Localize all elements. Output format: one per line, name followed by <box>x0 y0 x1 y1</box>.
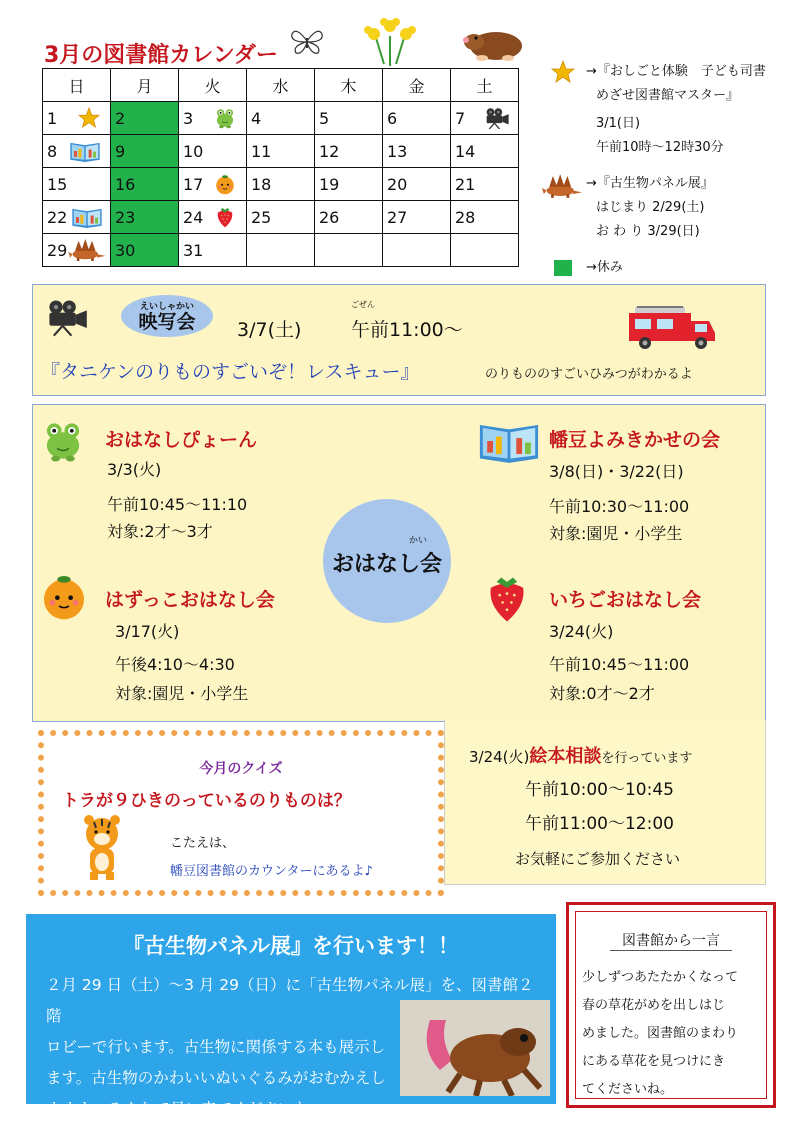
quiz-heading: 今月のクイズ <box>199 761 283 777</box>
day-number: 18 <box>251 174 272 194</box>
ehon-date: 3/24(火) <box>469 748 530 766</box>
eishakai-section <box>32 284 766 396</box>
weekday-sun: 日 <box>43 69 111 102</box>
ichigo-title: いちごおはなし会 <box>549 589 702 611</box>
day-number: 11 <box>251 141 272 161</box>
day-cell <box>179 234 247 267</box>
legend-closed-label: →休み <box>586 260 623 275</box>
frog-icon <box>41 419 85 463</box>
day-cell-closed <box>111 168 179 201</box>
day-cell <box>43 168 111 201</box>
day-number: 27 <box>387 207 408 227</box>
hazukko-time: 午後4:10～4:30 <box>115 655 235 674</box>
day-cell <box>315 201 383 234</box>
ehon-label: 絵本相談 <box>529 746 602 767</box>
book-icon <box>477 417 541 465</box>
hitokoto-line-4: にある草花を見つけにき <box>582 1054 726 1069</box>
day-cell <box>179 135 247 168</box>
ehon-heading <box>469 742 692 768</box>
day-number: 1 <box>47 108 58 128</box>
day-number: 9 <box>115 141 126 161</box>
hitokoto-line-5: てくださいね。 <box>582 1082 674 1097</box>
day-number: 29 <box>47 240 68 260</box>
day-cell <box>315 234 383 267</box>
title-text: 3月の図書館カレンダー <box>44 43 278 68</box>
weekday-sat: 土 <box>451 69 519 102</box>
day-number: 22 <box>47 207 68 227</box>
ichigo-info <box>549 621 689 704</box>
calendar-table <box>42 68 519 267</box>
day-cell <box>383 201 451 234</box>
kosei-line-3: ます。古生物のかわいいぬいぐるみがおむかえし <box>46 1069 386 1087</box>
day-number: 10 <box>183 141 204 161</box>
closed-swatch <box>554 260 572 276</box>
strawberry-icon <box>485 573 529 623</box>
day-number: 14 <box>455 141 476 161</box>
day-cell <box>451 135 519 168</box>
calendar-week-3 <box>43 168 519 201</box>
day-cell <box>247 201 315 234</box>
hazu-target: 対象:園児・小学生 <box>549 524 683 543</box>
book-icon <box>66 206 108 228</box>
orange-icon <box>39 571 89 621</box>
hazu-info <box>549 461 689 544</box>
pyon-target: 対象:2才～3才 <box>107 522 213 541</box>
day-number: 2 <box>115 108 126 128</box>
butterfly-icon <box>288 26 326 56</box>
calendar-week-5 <box>43 234 519 267</box>
ehon-time-1: 午前10:00～10:45 <box>525 780 674 800</box>
day-cell <box>247 168 315 201</box>
day-cell <box>315 135 383 168</box>
day-number: 28 <box>455 207 476 227</box>
plush-toy-photo <box>400 1000 550 1096</box>
star-icon <box>76 107 102 129</box>
day-number: 30 <box>115 240 136 260</box>
day-cell-closed <box>111 102 179 135</box>
day-cell <box>43 135 111 168</box>
hitokoto-title: 図書館から一言 <box>622 933 720 949</box>
day-number: 31 <box>183 240 204 260</box>
ehon-soudan-section <box>444 720 766 885</box>
hazukko-date: 3/17(火) <box>115 622 180 641</box>
quiz-answer-1: こたえは、 <box>170 836 236 851</box>
day-cell-closed <box>111 135 179 168</box>
hazu-time: 午前10:30～11:00 <box>549 497 690 516</box>
day-number: 20 <box>387 174 408 194</box>
day-cell <box>383 168 451 201</box>
hitokoto-line-1: 少しずつあたたかくなって <box>582 970 739 985</box>
eishakai-note: のりもののすごいひみつがわかるよ <box>485 367 693 382</box>
day-number: 8 <box>47 141 58 161</box>
weekday-fri: 金 <box>383 69 451 102</box>
day-number: 4 <box>251 108 262 128</box>
day-number: 13 <box>387 141 408 161</box>
star-icon <box>550 60 576 84</box>
day-number: 24 <box>183 207 204 227</box>
dinosaur-icon <box>542 174 582 198</box>
day-cell <box>179 201 247 234</box>
ohanashi-section <box>32 404 766 722</box>
hazu-title: 幡豆よみきかせの会 <box>549 429 721 451</box>
legend-star-time: 午前10時～12時30分 <box>596 140 724 155</box>
calendar-week-2 <box>43 135 519 168</box>
hitokoto-divider <box>610 950 732 951</box>
calendar-week-4 <box>43 201 519 234</box>
day-cell-closed <box>111 234 179 267</box>
tiger-icon <box>74 814 130 884</box>
day-number: 12 <box>319 141 340 161</box>
kosei-line-4: ますよ。みんなで見に来てくださいね。 <box>46 1100 326 1118</box>
legend-fossil-start: はじまり 2/29(土) <box>596 200 705 215</box>
frog-icon <box>212 107 238 129</box>
hitokoto-inner <box>575 911 767 1099</box>
day-cell <box>451 102 519 135</box>
day-number: 26 <box>319 207 340 227</box>
day-cell <box>451 201 519 234</box>
day-number: 15 <box>47 174 68 194</box>
calendar-weekday-row <box>43 69 519 102</box>
eishakai-time: 午前11:00～ <box>351 319 463 341</box>
calendar-legend <box>548 60 766 280</box>
legend-star-line1: →『おしごと体験 子ども司書 <box>586 64 766 79</box>
day-cell <box>179 168 247 201</box>
kosei-line-2: ロビーで行います。古生物に関係する本も展示し <box>46 1038 386 1056</box>
camera-icon <box>484 107 510 129</box>
day-number: 16 <box>115 174 136 194</box>
eishakai-date: 3/7(土) <box>237 319 302 341</box>
day-number: 19 <box>319 174 340 194</box>
pyon-time: 午前10:45～11:10 <box>107 495 248 514</box>
legend-fossil-end: お わ り 3/29(日) <box>596 224 700 239</box>
day-cell <box>179 102 247 135</box>
legend-fossil-line: →『古生物パネル展』 <box>586 176 714 191</box>
day-cell <box>451 234 519 267</box>
day-number: 7 <box>455 108 466 128</box>
day-cell <box>247 234 315 267</box>
weekday-thu: 木 <box>315 69 383 102</box>
quiz-answer-2: 幡豆図書館のカウンターにあるよ♪ <box>170 864 373 879</box>
legend-star-line2: めざせ図書館マスター』 <box>596 88 740 103</box>
hazu-date: 3/8(日)・3/22(日) <box>549 462 684 481</box>
day-cell-closed <box>111 201 179 234</box>
weekday-tue: 火 <box>179 69 247 102</box>
day-cell <box>43 102 111 135</box>
day-number: 21 <box>455 174 476 194</box>
eishakai-time-ruby: ごぜん <box>351 300 375 309</box>
day-cell <box>43 201 111 234</box>
book-icon <box>64 140 106 162</box>
day-number: 5 <box>319 108 330 128</box>
dinosaur-icon <box>68 239 106 261</box>
day-cell <box>451 168 519 201</box>
quiz-question: トラが９ひきのっているのりものは？ <box>62 791 351 811</box>
ehon-suffix: を行っています <box>601 751 693 766</box>
orange-icon <box>212 173 238 195</box>
pyon-date: 3/3(火) <box>107 460 162 479</box>
hitokoto-body <box>582 964 738 1104</box>
legend-star <box>548 60 766 84</box>
legend-closed <box>548 256 766 280</box>
pyon-title: おはなしぴょーん <box>105 429 258 451</box>
mole-icon <box>460 24 526 64</box>
day-cell <box>247 135 315 168</box>
page-title <box>44 38 278 69</box>
day-cell <box>383 102 451 135</box>
hitokoto-box <box>566 902 776 1108</box>
eishakai-badge <box>121 295 213 337</box>
hitokoto-line-3: めました。図書館のまわり <box>582 1026 739 1041</box>
calendar-week-1 <box>43 102 519 135</box>
day-number: 17 <box>183 174 204 194</box>
fire-truck-icon <box>627 299 717 351</box>
day-cell <box>383 234 451 267</box>
day-number: 6 <box>387 108 398 128</box>
day-cell <box>315 168 383 201</box>
day-cell <box>315 102 383 135</box>
legend-star-date: 3/1(日) <box>596 116 641 131</box>
quiz-box <box>38 730 444 896</box>
eishakai-badge-ruby: えいしゃかい <box>139 302 194 312</box>
day-number: 3 <box>183 108 194 128</box>
hazukko-target: 対象:園児・小学生 <box>115 684 249 703</box>
hitokoto-line-2: 春の草花がめを出しはじ <box>582 998 726 1013</box>
day-number: 25 <box>251 207 272 227</box>
hazukko-info <box>115 621 248 704</box>
ehon-time-2: 午前11:00～12:00 <box>525 814 674 834</box>
eishakai-badge-label: 映写会 <box>138 311 196 333</box>
ohanashi-center-label: おはなし会 <box>331 552 442 577</box>
ichigo-target: 対象:0才～2才 <box>549 684 655 703</box>
weekday-wed: 水 <box>247 69 315 102</box>
ohanashi-center-badge <box>323 499 451 623</box>
camera-icon <box>45 297 89 337</box>
legend-fossil <box>548 172 766 196</box>
day-cell <box>247 102 315 135</box>
kosei-panel-section <box>26 914 556 1118</box>
ohanashi-center-ruby: かい <box>409 536 428 546</box>
eishakai-film-title: 『タニケンのりものすごいぞ！レスキュー』 <box>41 361 420 383</box>
kosei-title: 『古生物パネル展』を行います！！ <box>123 934 459 958</box>
pyon-info <box>107 459 247 542</box>
hazukko-title: はずっこおはなし会 <box>105 589 275 611</box>
kosei-line-1: ２月 29 日（土）～3 月 29（日）に「古生物パネル展」を、図書館２階 <box>46 976 534 1025</box>
ichigo-time: 午前10:45～11:00 <box>549 655 690 674</box>
ehon-footer: お気軽にご参加ください <box>515 850 681 868</box>
day-number: 23 <box>115 207 136 227</box>
weekday-mon: 月 <box>111 69 179 102</box>
ichigo-date: 3/24(火) <box>549 622 614 641</box>
rapeseed-flower-icon <box>360 14 420 66</box>
strawberry-icon <box>212 206 238 228</box>
day-cell <box>383 135 451 168</box>
day-cell <box>43 234 111 267</box>
